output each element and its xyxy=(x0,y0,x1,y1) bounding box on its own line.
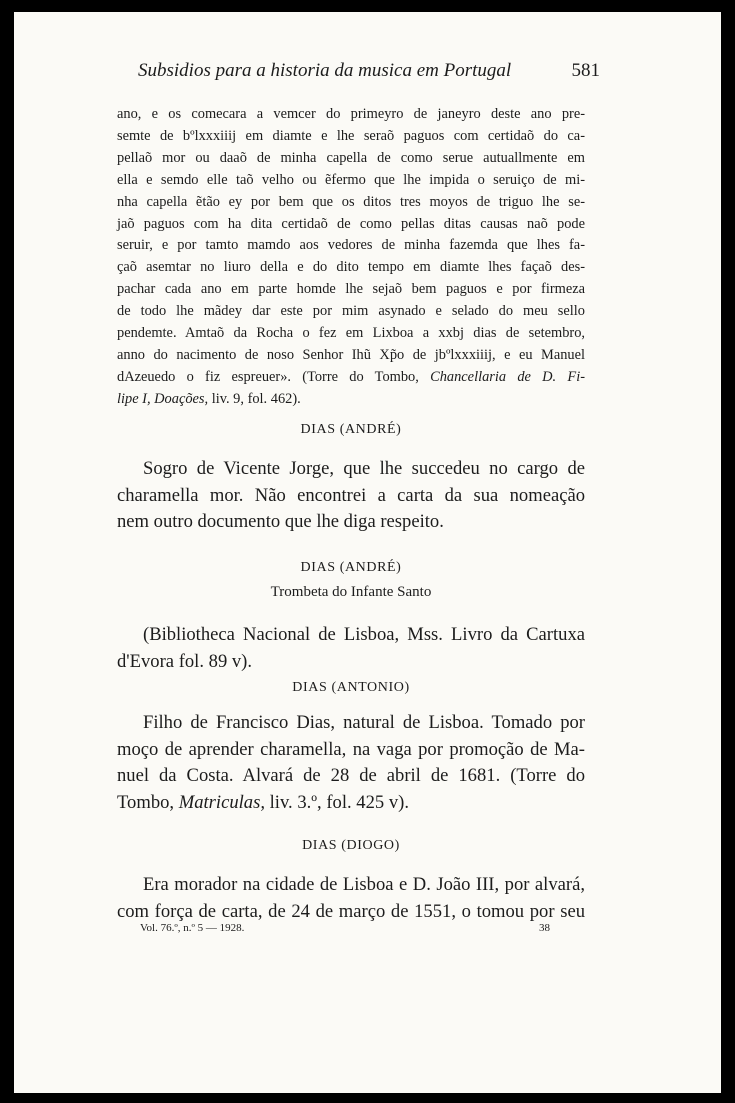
quote-line: pellaõ mor ou daaõ de minha capella de como serue autuallmente em xyxy=(117,149,585,166)
quote-line: çaõ asemtar no liuro della e do dito tempo em diamte lhes façaõ des- xyxy=(117,259,585,276)
body-line xyxy=(117,790,585,817)
quote-text: dAzeuedo o fiz espreuer». (Torre do Tombo, xyxy=(117,368,431,385)
quote-line: nha capella ẽtão ey por bem que os ditos tres moyos de triguo lhe se- xyxy=(117,193,585,210)
entry-heading: DIAS (ANDRÉ) xyxy=(300,560,402,575)
body-line: d'Evora fol. 89 v). xyxy=(117,650,253,672)
quote-line: jaõ paguos com ha dita certidaõ de como pellas ditas causas naõ pode xyxy=(117,215,585,232)
quote-line: de todo lhe mãdey dar este por mim asynado e selado do meu sello xyxy=(117,303,585,320)
source-title: Matriculas, xyxy=(178,791,265,813)
quote-line: seruir, e por tamto mamdo aos vedores de minha fazemda que lhes fa- xyxy=(117,237,585,254)
entry-heading: DIAS (ANTONIO) xyxy=(292,680,410,695)
entry-heading: DIAS (DIOGO) xyxy=(302,838,400,853)
entry-body xyxy=(117,710,585,816)
quote-line xyxy=(117,367,585,389)
body-line: charamella mor. Não encontrei a carta da sua nomeação xyxy=(117,484,585,506)
entry-body xyxy=(117,456,585,536)
document-quote xyxy=(117,104,585,411)
running-header xyxy=(138,60,600,82)
body-line: Era morador na cidade de Lisboa e D. João III, por alvará, xyxy=(143,874,585,895)
page-footer xyxy=(140,922,550,934)
body-line: Sogro de Vicente Jorge, que lhe succedeu no cargo de xyxy=(143,458,585,479)
body-line: nuel da Costa. Alvará de 28 de abril de 1681. (Torre do xyxy=(117,765,585,786)
entry-subtitle: Trombeta do Infante Santo xyxy=(270,584,432,600)
quote-line: ano, e os comecara a vemcer do primeyro de janeyro deste ano pre- xyxy=(117,106,585,122)
quote-text: liv. 9, fol. 462). xyxy=(208,390,301,407)
volume-info: Vol. 76.º, n.º 5 — 1928. xyxy=(140,922,245,934)
page-number: 581 xyxy=(571,60,600,81)
source-title: lipe I, Doações, xyxy=(117,390,209,407)
body-line: moço de aprender charamella, na vaga por promoção de Ma- xyxy=(117,738,585,760)
quote-line: pendemte. Amtaõ da Rocha o fez em Lixboa a xxbj dias de setembro, xyxy=(117,325,585,342)
quote-line: pachar cada ano em parte homde lhe sejaõ bem paguos e por firmeza xyxy=(117,281,585,298)
source-title: Chancellaria de D. Fi- xyxy=(430,368,585,385)
entry-body xyxy=(117,872,585,925)
body-text: liv. 3.º, fol. 425 v). xyxy=(264,791,409,813)
quote-line xyxy=(117,389,585,411)
body-line: (Bibliotheca Nacional de Lisboa, Mss. Livro da Cartuxa xyxy=(143,624,585,645)
body-line: Filho de Francisco Dias, natural de Lisboa. Tomado por xyxy=(143,712,585,733)
entry-heading: DIAS (ANDRÉ) xyxy=(300,422,402,437)
quote-line: anno do nacimento de noso Senhor Ihũ Xp̃o de jbºlxxxiiij, e eu Manuel xyxy=(117,346,585,363)
body-line: nem outro documento que lhe diga respeito. xyxy=(117,511,444,532)
header-title: Subsidios para a historia da musica em Portugal xyxy=(138,60,512,81)
quote-line: ella e semdo elle taõ velho ou ẽfermo que lhe impida o seruiço de mi- xyxy=(117,171,585,188)
body-text: Tombo, xyxy=(117,791,179,813)
entry-body xyxy=(117,622,585,675)
quote-line: semte de bºlxxxiiij em diamte e lhe seraõ paguos com certidaõ do ca- xyxy=(117,127,585,144)
body-line: com força de carta, de 24 de março de 1551, o tomou por seu xyxy=(117,900,585,922)
signature-mark: 38 xyxy=(539,922,550,934)
